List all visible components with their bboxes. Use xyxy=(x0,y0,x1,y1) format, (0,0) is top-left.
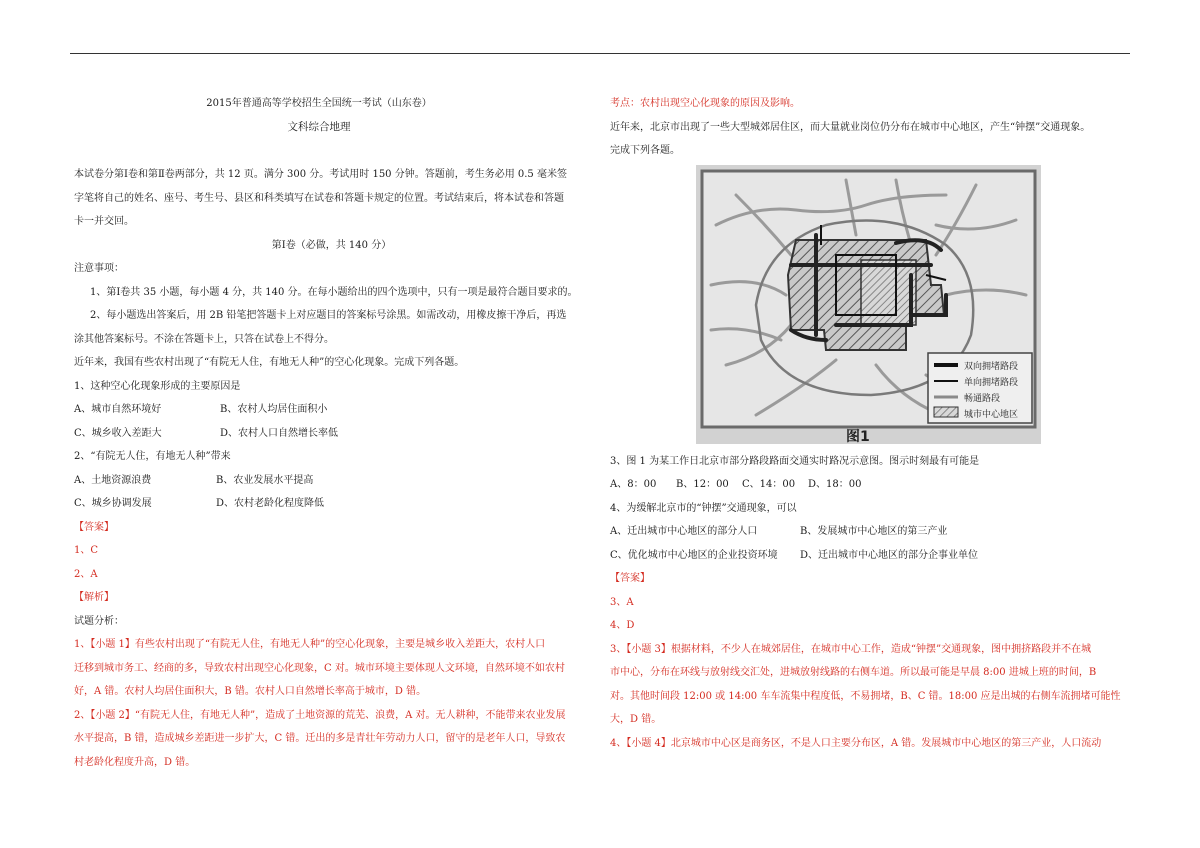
answer-item: 4、D xyxy=(610,620,635,631)
material-text: 近年来，北京市出现了一些大型城郊居住区，而大量就业岗位仍分布在城市中心地区，产生“钟摆”交通现象。 xyxy=(610,121,1091,133)
notice-item: 涂其他答案标号。不涂在答题卡上，只答在试卷上不得分。 xyxy=(74,333,334,345)
question-stem: 4、为缓解北京市的“钟摆”交通现象，可以 xyxy=(610,502,797,514)
option-row xyxy=(74,469,589,493)
notice-title: 注意事项： xyxy=(74,263,124,274)
top-rule xyxy=(70,53,1130,54)
analysis-subtitle: 试题分析： xyxy=(74,615,124,627)
explanation-line: 2、【小题 2】“有院无人住，有地无人种”，造成了土地资源的荒芜、浪费，A 对。无人耕种，不能带来农业发展 xyxy=(74,709,566,721)
answer-label: 【答案】 xyxy=(74,521,114,533)
left-column xyxy=(74,92,589,774)
option: B、农村人均居住面积小 xyxy=(220,404,328,415)
explanation-line: 好，A 错。农村人均居住面积大，B 错。农村人口自然增长率高于城市，D 错。 xyxy=(74,686,427,697)
answer-label: 【答案】 xyxy=(610,573,650,584)
option-row xyxy=(74,492,589,516)
question-stem: 1、这种空心化现象形成的主要原因是 xyxy=(74,380,241,392)
legend-label: 双向拥堵路段 xyxy=(964,361,1019,372)
material-text: 近年来，我国有些农村出现了“有院无人住，有地无人种”的空心化现象。完成下列各题。 xyxy=(74,357,465,368)
option: A、迁出城市中心地区的部分人口 xyxy=(610,526,758,537)
intro-line: 本试卷分第Ⅰ卷和第Ⅱ卷两部分，共 12 页。满分 300 分。考试用时 150 分钟。答题前，考生务必用 0.5 毫米签 xyxy=(74,169,567,180)
option-row xyxy=(74,422,589,446)
option: D、18：00 xyxy=(808,479,862,490)
exam-title: 2015年普通高等学校招生全国统一考试（山东卷） xyxy=(206,98,432,109)
answer-item: 1、C xyxy=(74,545,99,556)
explanation-line: 迁移到城市务工、经商的多，导致农村出现空心化现象，C 对。城市环境主要体现人文环境，自然环境不如农村 xyxy=(74,662,565,674)
legend-label: 城市中心地区 xyxy=(964,409,1019,420)
kaodian-text: 考点：农村出现空心化现象的原因及影响。 xyxy=(610,98,800,109)
legend-label: 单向拥堵路段 xyxy=(964,377,1019,388)
traffic-map-image xyxy=(696,165,1041,444)
map-caption: 图1 xyxy=(846,428,870,444)
legend-label: 畅通路段 xyxy=(964,393,1001,404)
explanation-line: 水平提高，B 错，造成城乡差距进一步扩大，C 错。迁出的多是青壮年劳动力人口，留守的是老年人口，导致农 xyxy=(74,733,566,744)
right-column xyxy=(610,92,1132,755)
section-title: 第Ⅰ卷（必做，共 140 分） xyxy=(271,239,392,251)
option-row xyxy=(610,544,1132,568)
option: A、8：00 xyxy=(610,479,657,490)
exam-subtitle: 文科综合地理 xyxy=(287,120,351,133)
option: A、土地资源浪费 xyxy=(74,474,152,486)
intro-line: 卡一并交回。 xyxy=(74,216,134,227)
option-row xyxy=(610,473,1132,497)
explanation-line: 4、【小题 4】北京城市中心区是商务区，不是人口主要分布区，A 错。发展城市中心地区的第三产业，人口流动 xyxy=(610,737,1102,749)
analysis-label: 【解析】 xyxy=(74,592,114,603)
option: A、城市自然环境好 xyxy=(74,404,162,415)
option: B、发展城市中心地区的第三产业 xyxy=(800,526,948,537)
option: B、12：00 xyxy=(676,479,729,490)
answer-item: 3、A xyxy=(610,596,634,608)
option: C、优化城市中心地区的企业投资环境 xyxy=(610,549,778,561)
explanation-line: 3、【小题 3】根据材料，不少人在城郊居住，在城市中心工作，造成“钟摆”交通现象，图中拥挤路段并不在城 xyxy=(610,643,1092,655)
notice-item: 2、每小题选出答案后，用 2B 铅笔把答题卡上对应题目的答案标号涂黑。如需改动，用橡皮擦干净后，再选 xyxy=(90,310,567,321)
option: B、农业发展水平提高 xyxy=(216,474,314,486)
question-stem: 2、“有院无人住，有地无人种”带来 xyxy=(74,451,231,462)
option-row xyxy=(610,520,1132,544)
question-stem: 3、图 1 为某工作日北京市部分路段路面交通实时路况示意图。图示时刻最有可能是 xyxy=(610,455,980,467)
explanation-line: 1、【小题 1】有些农村出现了“有院无人住，有地无人种”的空心化现象，主要是城乡收入差距大，农村人口 xyxy=(74,639,546,650)
answer-item: 2、A xyxy=(74,568,98,580)
option: D、农村人口自然增长率低 xyxy=(220,427,339,439)
intro-line: 字笔将自己的姓名、座号、考生号、县区和科类填写在试卷和答题卡规定的位置。考试结束后，将本试卷和答题 xyxy=(74,192,564,204)
option: C、城乡协调发展 xyxy=(74,498,152,509)
explanation-line: 对。其他时间段 12:00 或 14:00 车车流集中程度低，不易拥堵，B、C 错。18:00 应是出城的右侧车流拥堵可能性 xyxy=(610,690,1121,702)
traffic-map-figure xyxy=(696,165,1041,444)
option: D、农村老龄化程度降低 xyxy=(216,498,325,509)
option: C、城乡收入差距大 xyxy=(74,427,162,439)
notice-item: 1、第Ⅰ卷共 35 小题，每小题 4 分，共 140 分。在每小题给出的四个选项中，只有一项是最符合题目要求的。 xyxy=(90,286,578,298)
material-text: 完成下列各题。 xyxy=(610,145,680,156)
option: D、迁出城市中心地区的部分企事业单位 xyxy=(800,549,979,561)
option-row xyxy=(74,398,589,422)
option: C、14：00 xyxy=(742,479,796,490)
explanation-line: 大，D 错。 xyxy=(610,714,662,725)
explanation-line: 村老龄化程度升高，D 错。 xyxy=(74,756,196,768)
explanation-line: 市中心，分布在环线与放射线交汇处，进城放射线路的右侧车道。所以最可能是早晨 8:00 进城上班的时间，B xyxy=(610,667,1097,678)
